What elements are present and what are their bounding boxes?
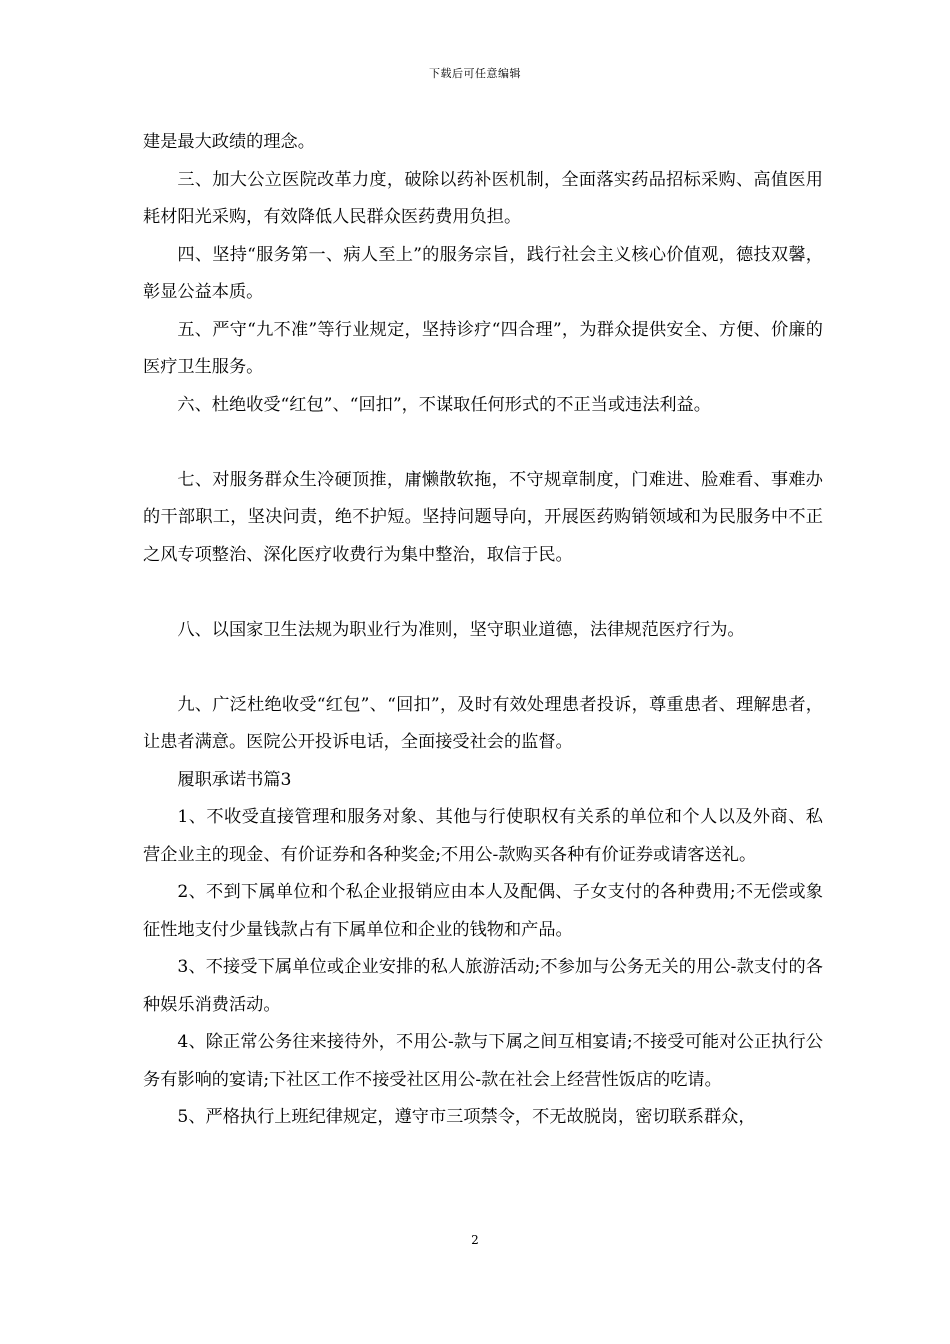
- paragraph: 五、严守“九不准”等行业规定，坚持诊疗“四合理”，为群众提供安全、方便、价廉的医疗卫生服务。: [143, 319, 823, 377]
- page-header: 下载后可任意编辑: [429, 67, 521, 80]
- paragraph: 5、严格执行上班纪律规定，遵守市三项禁令，不无故脱岗，密切联系群众，: [177, 1107, 756, 1127]
- document-body: [143, 124, 823, 1137]
- paragraph: 4、除正常公务往来接待外，不用公-款与下属之间互相宴请;不接受可能对公正执行公务有影响的宴请;下社区工作不接受社区用公-款在社会上经营性饭店的吃请。: [143, 1032, 823, 1090]
- paragraph: 三、加大公立医院改革力度，破除以药补医机制，全面落实药品招标采购、高值医用耗材阳光采购，有效降低人民群众医药费用负担。: [143, 169, 823, 227]
- section-heading: 履职承诺书篇3: [177, 769, 292, 790]
- paragraph: 3、不接受下属单位或企业安排的私人旅游活动;不参加与公务无关的用公-款支付的各种娱乐消费活动。: [143, 957, 823, 1015]
- paragraph: 2、不到下属单位和个私企业报销应由本人及配偶、子女支付的各种费用;不无偿或象征性地支付少量钱款占有下属单位和企业的钱物和产品。: [143, 882, 823, 940]
- paragraph: 七、对服务群众生冷硬顶推，庸懒散软拖，不守规章制度，门难进、脸难看、事难办的干部职工，坚决问责，绝不护短。坚持问题导向，开展医药购销领域和为民服务中不正之风专项整治、深化医疗收费行为集中整治，取信于民。: [143, 469, 823, 565]
- paragraph: 建是最大政绩的理念。: [143, 132, 315, 152]
- page-number: 2: [471, 1233, 479, 1247]
- paragraph: 六、杜绝收受“红包”、“回扣”，不谋取任何形式的不正当或违法利益。: [177, 394, 711, 415]
- paragraph: 1、不收受直接管理和服务对象、其他与行使职权有关系的单位和个人以及外商、私营企业主的现金、有价证券和各种奖金;不用公-款购买各种有价证券或请客送礼。: [143, 807, 823, 865]
- paragraph: 九、广泛杜绝收受“红包”、“回扣”，及时有效处理患者投诉，尊重患者、理解患者，让患者满意。医院公开投诉电话，全面接受社会的监督。: [143, 694, 823, 752]
- paragraph: 四、坚持“服务第一、病人至上”的服务宗旨，践行社会主义核心价值观，德技双馨，彰显公益本质。: [143, 244, 823, 302]
- paragraph: 八、以国家卫生法规为职业行为准则，坚守职业道德，法律规范医疗行为。: [177, 619, 745, 640]
